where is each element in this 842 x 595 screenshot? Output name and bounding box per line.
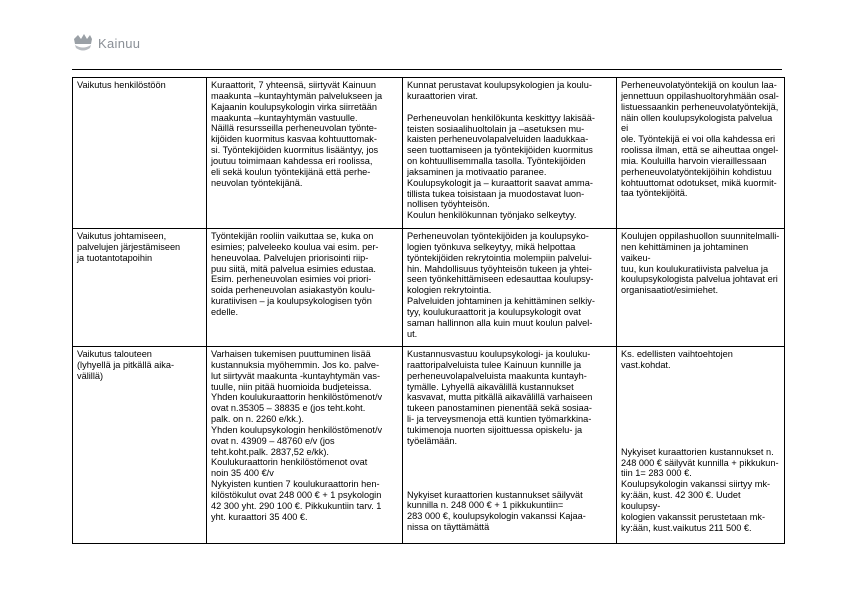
table-cell: Kuraattorit, 7 yhteensä, siirtyvät Kainuun maakunta –kuntayhtymän palvelukseen ja Kajaanin koulupsykologin virka siirretään maakunta –kuntayhtymän vastuulle. Näillä resursseilla perheneuvolan työnte- kijöiden kuormitus kasvaa kohtuuttomak- si. Työntekijöiden kuormitus lisääntyy, jos joutuu toimimaan kahdessa eri roolissa, eli sekä koulun työntekijänä että perhe- neuvolan työntekijänä. bbox=[207, 78, 403, 229]
cell-paragraph: Perheneuvolan henkilökunta keskittyy lakisää- teisten sosiaalihuoltolain ja –asetuksen mu- kaisten perheneuvolapalveluiden laadukkaa- seen tuottamiseen ja työntekijöiden kuormitus on kohtuullisemmalla tasolla. Työntekijöiden jaksaminen ja motivaatio paranee. Koulupsykologit ja – kuraattorit saavat amma- tillista tukea toisistaan ja muodostavat luon- nollisen työyhteisön. Koulun henkilökunnan työnjako selkeytyy. bbox=[407, 112, 595, 221]
table-cell: Varhaisen tukemisen puuttuminen lisää kustannuksia myöhemmin. Jos ko. palve- lut siirtyvät maakunta -kuntayhtymän vas- tuulle, niin pitää huomioida budjeteissa. Yhden koulukuraattorin henkilöstömenot/v ovat n.35305 – 38835 e (jos teht.koht. palk. on n. 2260 e/kk.). Yhden koulupsykologin henkilöstömenot/v ovat n. 43909 – 48760 e/v (jos teht.koht.palk. 2837,52 e/kk). Koulukuraattorin henkilöstömenot ovat noin 35 400 €/v Nykyisten kuntien 7 koulukuraattorin hen- kilöstökulut ovat 248 000 € + 1 psykologin 42 300 yht. 290 100 €. Pikkukuntiin tarv. 1 yht. kuraattori 35 400 €. bbox=[207, 347, 403, 544]
row-heading: Vaikutus henkilöstöön bbox=[73, 78, 207, 229]
table-cell bbox=[403, 347, 617, 544]
crown-logo-icon bbox=[72, 33, 94, 53]
table-cell: Työntekijän rooliin vaikuttaa se, kuka on esimies; palveleeko koulua vai esim. per- heneuvolaa. Palvelujen priorisointi riip- puu siitä, mitä palvelua esimies edustaa. Esim. perheneuvolan esimies voi priori- soida perheneuvolan asiakastyön koulu- kuratiivisen – ja koulupsykologisen työn edelle. bbox=[207, 229, 403, 347]
cell-paragraph: Nykyiset kuraattorien kustannukset säilyvät kunnilla n. 248 000 € + 1 pikkukuntiin= 283 000 €, koulupsykologin vakanssi Kajaa- nissa on täyttämättä bbox=[407, 489, 586, 533]
table-cell: Koulujen oppilashuollon suunnitelmalli- nen kehittäminen ja johtaminen vaikeu- tuu, kun koulukuratiivista palvelua ja koulupsykologista palvelua johtavat eri organisaatiot/esimiehet. bbox=[617, 229, 785, 347]
table-cell: Perheneuvolan työntekijöiden ja koulupsyko- logien työnkuva selkeytyy, mikä helpottaa työntekijöiden rekrytointia molempiin palvelui- hin. Mahdollisuus työyhteisön tukeen ja yhtei- seen työnkehittämiseen edesauttaa koulupsy- kologien rekrytointia. Palveluiden johtaminen ja kehittäminen selkiy- tyy, koulukuraattorit ja koulupsykologit ovat saman hallinnon alla kuin muut koulun palvel- ut. bbox=[403, 229, 617, 347]
cell-paragraph: Ks. edellisten vaihtoehtojen vast.kohdat. bbox=[621, 349, 733, 370]
table-row bbox=[73, 78, 785, 229]
cell-paragraph: Kustannusvastuu koulupsykologi- ja kouluku- raattoripalveluista tulee Kainuun kunnille ja perheneuvolapalveluista maakunta kuntayh- tymälle. Lyhyellä aikavälillä kustannukset kasvavat, mutta pitkällä aikavälillä varhaiseen tukeen panostaminen pienentää sekä sosiaa- li- ja terveysmenoja että kuntien työmarkkina- tukimenoja nuorten sijoittuessa opiskelu- ja työelämään. bbox=[407, 349, 593, 446]
table-cell: Perheneuvolatyöntekijä on koulun laa- jennettuun oppilashuoltoryhmään osal- listuessaankin perheneuvolatyöntekijä, näin ollen koulupsykologista palvelua ei ole. Työntekijä ei voi olla kahdessa eri roolissa ilman, että se aiheuttaa ongel- mia. Kouluilla harvoin vieraillessaan perheneuvolatyöntekijöihin kohdistuu kohtuuttomat odotukset, mikä kuormit- taa työntekijöitä. bbox=[617, 78, 785, 229]
table-row bbox=[73, 347, 785, 544]
cell-paragraph: Kunnat perustavat koulupsykologien ja koulu- kuraattorien virat. bbox=[407, 80, 592, 101]
row-heading: Vaikutus talouteen (lyhyellä ja pitkällä aika- välillä) bbox=[73, 347, 207, 544]
header-divider bbox=[72, 69, 782, 70]
logo-text: Kainuu bbox=[98, 35, 141, 51]
kainuu-logo bbox=[72, 30, 140, 56]
table-cell bbox=[617, 347, 785, 544]
cell-paragraph: Nykyiset kuraattorien kustannukset n. 248 000 € säilyvät kunnilla + pikkukun- tiin 1= 283 000 €. Koulupsykologin vakanssi siirtyy mk- ky:ään, kust. 42 300 €. Uudet koulupsy- kologien vakanssit perustetaan mk- ky:ään, kust.vaikutus 211 500 €. bbox=[621, 446, 779, 533]
row-heading: Vaikutus johtamiseen, palvelujen järjestämiseen ja tuotantotapoihin bbox=[73, 229, 207, 347]
table-row bbox=[73, 229, 785, 347]
table-cell bbox=[403, 78, 617, 229]
impact-table bbox=[72, 77, 785, 544]
